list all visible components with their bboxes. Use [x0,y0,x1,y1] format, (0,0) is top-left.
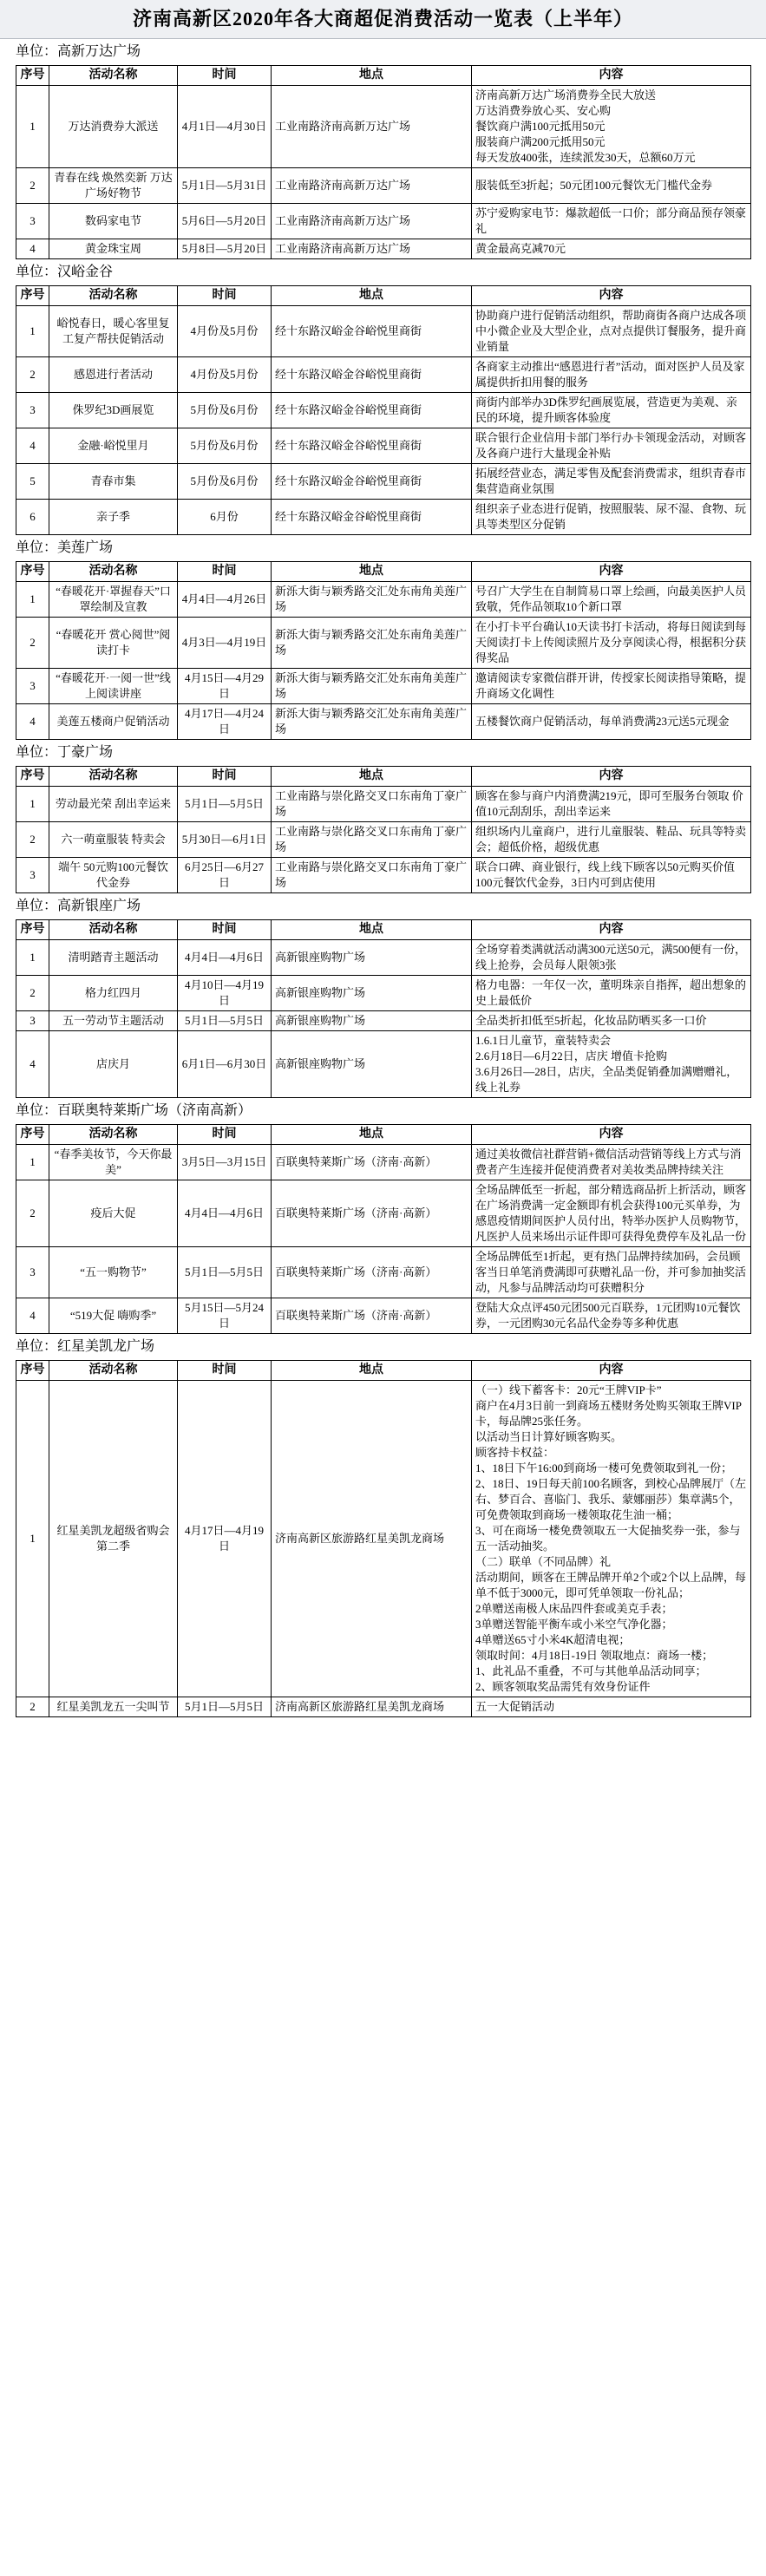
table-row [16,168,751,204]
cell-content: 苏宁爱购家电节：爆款超低一口价；部分商品预存领豪礼 [472,204,751,239]
cell-num: 3 [16,1011,49,1031]
cell-place: 高新银座购物广场 [272,976,472,1011]
cell-name: “519大促 嗨购季” [49,1298,178,1334]
column-header-content: 内容 [472,286,751,306]
column-header-time: 时间 [178,1361,272,1381]
table-row [16,618,751,669]
activity-table [16,561,751,740]
cell-num: 2 [16,822,49,858]
cell-num: 4 [16,1031,49,1098]
cell-num: 2 [16,976,49,1011]
cell-place: 百联奥特莱斯广场（济南·高新） [272,1298,472,1334]
cell-name: 红星美凯龙五一尖叫节 [49,1697,178,1717]
table-row [16,822,751,858]
column-header-place: 地点 [272,920,472,940]
table-row [16,1031,751,1098]
cell-time: 6月25日—6月27日 [178,858,272,893]
unit-label: 单位：汉峪金谷 [16,265,114,279]
unit-label: 单位：高新银座广场 [16,899,141,913]
cell-name: 侏罗纪3D画展览 [49,393,178,428]
cell-num: 4 [16,239,49,259]
cell-place: 百联奥特莱斯广场（济南·高新） [272,1145,472,1180]
cell-num: 3 [16,858,49,893]
cell-name: “春暖花开·罩握春天”口罩绘制及宣教 [49,582,178,618]
table-row [16,976,751,1011]
column-header-name: 活动名称 [49,286,178,306]
cell-place: 工业南路与崇化路交叉口东南角丁豪广场 [272,858,472,893]
column-header-name: 活动名称 [49,1361,178,1381]
cell-num: 3 [16,393,49,428]
table-row [16,1298,751,1334]
column-header-place: 地点 [272,1125,472,1145]
table-row [16,858,751,893]
column-header-content: 内容 [472,1125,751,1145]
cell-place: 经十东路汉峪金谷峪悦里商街 [272,357,472,393]
cell-time: 5月份及6月份 [178,393,272,428]
table-row [16,428,751,464]
column-header-name: 活动名称 [49,767,178,787]
activity-table [16,919,751,1098]
column-header-place: 地点 [272,767,472,787]
cell-name: 红星美凯龙超级省购会第二季 [49,1381,178,1697]
cell-place: 百联奥特莱斯广场（济南·高新） [272,1247,472,1298]
table-row [16,1697,751,1717]
cell-place: 工业南路济南高新万达广场 [272,86,472,168]
cell-content: 商街内部举办3D侏罗纪画展览展，营造更为美观、亲民的环境，提升顾客体验度 [472,393,751,428]
cell-num: 1 [16,787,49,822]
cell-content: 通过美妆微信社群营销+微信活动营销等线上方式与消费者产生连接并促使消费者对美妆类品牌持续关注 [472,1145,751,1180]
cell-place: 高新银座购物广场 [272,1011,472,1031]
cell-name: “春暖花开·一阅一世”线上阅读讲座 [49,669,178,704]
column-header-name: 活动名称 [49,920,178,940]
cell-name: 六一萌童服装 特卖会 [49,822,178,858]
cell-place: 经十东路汉峪金谷峪悦里商街 [272,500,472,535]
cell-place: 新泺大街与颖秀路交汇处东南角美莲广场 [272,704,472,740]
cell-place: 经十东路汉峪金谷峪悦里商街 [272,306,472,357]
column-header-num: 序号 [16,66,49,86]
cell-name: “五一购物节” [49,1247,178,1298]
table-header-row [16,562,751,582]
cell-place: 经十东路汉峪金谷峪悦里商街 [272,428,472,464]
table-row [16,669,751,704]
column-header-num: 序号 [16,1125,49,1145]
cell-content: 五一大促销活动 [472,1697,751,1717]
cell-name: “春暖花开 赏心阅世”阅读打卡 [49,618,178,669]
cell-num: 2 [16,618,49,669]
cell-num: 3 [16,669,49,704]
cell-place: 新泺大街与颖秀路交汇处东南角美莲广场 [272,669,472,704]
cell-time: 5月1日—5月5日 [178,1011,272,1031]
cell-num: 3 [16,204,49,239]
cell-content: 组织场内儿童商户，进行儿童服装、鞋品、玩具等特卖会；超低价格，超级优惠 [472,822,751,858]
cell-content: 济南高新万达广场消费券全民大放送 万达消费券放心买、安心购 餐饮商户满100元抵用50元 服装商户满200元抵用50元 每天发放400张，连续派发30天，总额60万元 [472,86,751,168]
table-row [16,582,751,618]
cell-time: 5月8日—5月20日 [178,239,272,259]
table-row [16,393,751,428]
table-header-row [16,286,751,306]
cell-time: 5月30日—6月1日 [178,822,272,858]
cell-time: 4月15日—4月29日 [178,669,272,704]
cell-place: 工业南路与崇化路交叉口东南角丁豪广场 [272,822,472,858]
column-header-num: 序号 [16,286,49,306]
cell-time: 4月4日—4月26日 [178,582,272,618]
unit-label: 单位：高新万达广场 [16,44,141,59]
activity-table [16,1360,751,1717]
column-header-name: 活动名称 [49,66,178,86]
column-header-name: 活动名称 [49,1125,178,1145]
column-header-place: 地点 [272,66,472,86]
column-header-content: 内容 [472,1361,751,1381]
cell-place: 工业南路济南高新万达广场 [272,239,472,259]
cell-name: 店庆月 [49,1031,178,1098]
cell-time: 4月4日—4月6日 [178,940,272,976]
cell-num: 1 [16,306,49,357]
cell-place: 百联奥特莱斯广场（济南·高新） [272,1180,472,1247]
cell-time: 5月1日—5月5日 [178,1697,272,1717]
table-row [16,787,751,822]
cell-time: 4月4日—4月6日 [178,1180,272,1247]
cell-num: 6 [16,500,49,535]
cell-place: 济南高新区旅游路红星美凯龙商场 [272,1697,472,1717]
cell-name: 劳动最光荣 刮出幸运来 [49,787,178,822]
cell-place: 新泺大街与颖秀路交汇处东南角美莲广场 [272,582,472,618]
cell-name: 亲子季 [49,500,178,535]
column-header-time: 时间 [178,767,272,787]
cell-num: 5 [16,464,49,500]
activity-table [16,766,751,893]
cell-content: 登陆大众点评450元团500元百联券，1元团购10元餐饮券，一元团购30元名品代金券等多种优惠 [472,1298,751,1334]
cell-num: 1 [16,582,49,618]
cell-place: 工业南路济南高新万达广场 [272,204,472,239]
column-header-content: 内容 [472,66,751,86]
cell-num: 4 [16,428,49,464]
cell-time: 4月10日—4月19日 [178,976,272,1011]
cell-name: 万达消费券大派送 [49,86,178,168]
cell-name: 清明踏青主题活动 [49,940,178,976]
cell-name: 美莲五楼商户促销活动 [49,704,178,740]
cell-content: 号召广大学生在自制简易口罩上绘画，向最美医护人员致敬，凭作品领取10个新口罩 [472,582,751,618]
cell-time: 5月1日—5月5日 [178,787,272,822]
cell-content: 各商家主动推出“感恩进行者”活动，面对医护人员及家属提供折扣用餐的服务 [472,357,751,393]
cell-content: 格力电器：一年仅一次，董明珠亲自指挥，超出想象的史上最低价 [472,976,751,1011]
table-row [16,500,751,535]
cell-name: 格力红四月 [49,976,178,1011]
cell-name: 金融·峪悦里月 [49,428,178,464]
cell-content: （一）线下蓄客卡：20元“王牌VIP卡” 商户在4月3日前一到商场五楼财务处购买领取王牌VIP卡，每品牌25张任务。 以活动当日计算好顾客购买。 顾客持卡权益： 1、18日下午16:00到商场一楼可免费领取到礼一份； 2、18日、19日每天前100名顾客，到校心品牌展厅（左右、梦百合、喜临门、我乐、蒙娜丽莎）集章满5个，可免费领取到商场一楼领取花生油一桶； 3、可在商场一楼免费领取五一大促抽奖券一张，参与五一活动抽奖。 （二）联单（不同品牌）礼 活动期间，顾客在王牌品牌开单2个或2个以上品牌，每单不低于3000元，即可凭单领取一份礼品； 2单赠送南极人床品四件套或美克手表； 3单赠送智能平衡车或小米空气净化器； 4单赠送65寸小米4K超清电视； 领取时间：4月18日-19日 领取地点：商场一楼； 1、此礼品不重叠，不可与其他单品活动同享； 2、顾客领取奖品需凭有效身份证件 [472,1381,751,1697]
table-header-row [16,767,751,787]
cell-time: 5月份及6月份 [178,428,272,464]
column-header-num: 序号 [16,767,49,787]
column-header-time: 时间 [178,920,272,940]
column-header-place: 地点 [272,1361,472,1381]
cell-name: 五一劳动节主题活动 [49,1011,178,1031]
cell-name: 疫后大促 [49,1180,178,1247]
cell-name: 数码家电节 [49,204,178,239]
column-header-time: 时间 [178,66,272,86]
column-header-time: 时间 [178,286,272,306]
cell-name: 感恩进行者活动 [49,357,178,393]
table-header-row [16,920,751,940]
cell-time: 4月17日—4月19日 [178,1381,272,1697]
cell-time: 5月份及6月份 [178,464,272,500]
cell-time: 5月1日—5月31日 [178,168,272,204]
cell-name: “春季美妆节，今天你最美” [49,1145,178,1180]
table-row [16,704,751,740]
table-row [16,1247,751,1298]
cell-time: 4月3日—4月19日 [178,618,272,669]
table-row [16,1381,751,1697]
sections-container [0,39,766,1717]
cell-time: 5月1日—5月5日 [178,1247,272,1298]
cell-content: 全场穿着类满就活动满300元送50元，满500便有一份，线上抢券，会员每人限领3张 [472,940,751,976]
cell-time: 4月1日—4月30日 [178,86,272,168]
cell-time: 4月份及5月份 [178,306,272,357]
cell-content: 组织亲子业态进行促销，按照服装、尿不湿、食物、玩具等类型区分促销 [472,500,751,535]
cell-num: 1 [16,86,49,168]
cell-content: 黄金最高克减70元 [472,239,751,259]
table-row [16,357,751,393]
cell-name: 端午 50元购100元餐饮代金券 [49,858,178,893]
column-header-num: 序号 [16,920,49,940]
column-header-num: 序号 [16,1361,49,1381]
cell-num: 1 [16,1145,49,1180]
cell-name: 黄金珠宝周 [49,239,178,259]
cell-num: 2 [16,357,49,393]
cell-content: 协助商户进行促销活动组织，帮助商街各商户达成各项中小微企业及大型企业，点对点提供订餐服务，提升商业销量 [472,306,751,357]
column-header-num: 序号 [16,562,49,582]
table-row [16,86,751,168]
cell-name: 青春在线 焕然奕新 万达广场好物节 [49,168,178,204]
page-title: 济南高新区2020年各大商超促消费活动一览表（上半年） [0,0,766,39]
table-row [16,1145,751,1180]
cell-content: 五楼餐饮商户促销活动，每单消费满23元送5元现金 [472,704,751,740]
table-row [16,1180,751,1247]
cell-time: 3月5日—3月15日 [178,1145,272,1180]
cell-content: 全场品牌低至一折起，部分精选商品折上折活动，顾客在广场消费满一定金额即有机会获得100元买单券，为感恩疫情期间医护人员付出，特举办医护人员购物节，凡医护人员来场出示证件即可获得免费停车及礼品一份 [472,1180,751,1247]
cell-num: 4 [16,1298,49,1334]
cell-content: 拓展经营业态，满足零售及配套消费需求，组织青春市集营造商业氛围 [472,464,751,500]
cell-num: 1 [16,940,49,976]
cell-content: 联合口碑、商业银行，线上线下顾客以50元购买价值100元餐饮代金券，3日内可到店使用 [472,858,751,893]
cell-num: 2 [16,168,49,204]
cell-content: 1.6.1日儿童节，童装特卖会 2.6月18日—6月22日，店庆 增值卡抢购 3.6月26日—28日，店庆，全品类促销叠加满赠赠礼，线上礼券 [472,1031,751,1098]
column-header-content: 内容 [472,920,751,940]
table-row [16,204,751,239]
cell-num: 2 [16,1697,49,1717]
cell-content: 全场品牌低至1折起，更有热门品牌持续加码，会员顾客当日单笔消费满即可获赠礼品一份，并可参加抽奖活动，凡参与品牌活动均可获赠积分 [472,1247,751,1298]
unit-label: 单位：丁豪广场 [16,745,114,760]
cell-time: 5月6日—5月20日 [178,204,272,239]
table-row [16,464,751,500]
column-header-time: 时间 [178,562,272,582]
activity-table [16,65,751,259]
cell-place: 济南高新区旅游路红星美凯龙商场 [272,1381,472,1697]
cell-content: 顾客在参与商户内消费满219元，即可至服务台领取 价值10元刮刮乐，刮出幸运来 [472,787,751,822]
cell-content: 全品类折扣低至5折起，化妆品防晒买多一口价 [472,1011,751,1031]
cell-content: 邀请阅读专家微信群开讲，传授家长阅读指导策略，提升商场文化调性 [472,669,751,704]
cell-place: 经十东路汉峪金谷峪悦里商街 [272,464,472,500]
cell-name: 青春市集 [49,464,178,500]
column-header-content: 内容 [472,562,751,582]
activity-table [16,285,751,535]
column-header-name: 活动名称 [49,562,178,582]
cell-place: 工业南路济南高新万达广场 [272,168,472,204]
cell-time: 5月15日—5月24日 [178,1298,272,1334]
unit-label: 单位：百联奥特莱斯广场（济南高新） [16,1103,252,1118]
cell-num: 1 [16,1381,49,1697]
table-row [16,239,751,259]
activity-table [16,1124,751,1334]
unit-label: 单位：美莲广场 [16,540,114,555]
table-row [16,306,751,357]
cell-time: 4月份及5月份 [178,357,272,393]
cell-num: 4 [16,704,49,740]
cell-num: 3 [16,1247,49,1298]
cell-place: 高新银座购物广场 [272,940,472,976]
cell-content: 在小打卡平台确认10天读书打卡活动，将每日阅读到每天阅读打卡上传阅读照片及分享阅读心得，根据积分获得奖品 [472,618,751,669]
cell-num: 2 [16,1180,49,1247]
cell-time: 6月1日—6月30日 [178,1031,272,1098]
unit-label: 单位：红星美凯龙广场 [16,1339,155,1354]
cell-place: 经十东路汉峪金谷峪悦里商街 [272,393,472,428]
column-header-place: 地点 [272,286,472,306]
cell-place: 高新银座购物广场 [272,1031,472,1098]
table-row [16,1011,751,1031]
cell-content: 服装低至3折起；50元团100元餐饮无门槛代金券 [472,168,751,204]
cell-time: 6月份 [178,500,272,535]
cell-place: 工业南路与崇化路交叉口东南角丁豪广场 [272,787,472,822]
table-header-row [16,1125,751,1145]
column-header-content: 内容 [472,767,751,787]
cell-place: 新泺大街与颖秀路交汇处东南角美莲广场 [272,618,472,669]
column-header-place: 地点 [272,562,472,582]
table-row [16,940,751,976]
table-header-row [16,1361,751,1381]
cell-content: 联合银行企业信用卡部门举行办卡领现金活动，对顾客及各商户进行大量现金补贴 [472,428,751,464]
table-header-row [16,66,751,86]
column-header-time: 时间 [178,1125,272,1145]
cell-name: 峪悦春日，暖心客里复工复产帮扶促销活动 [49,306,178,357]
cell-time: 4月17日—4月24日 [178,704,272,740]
